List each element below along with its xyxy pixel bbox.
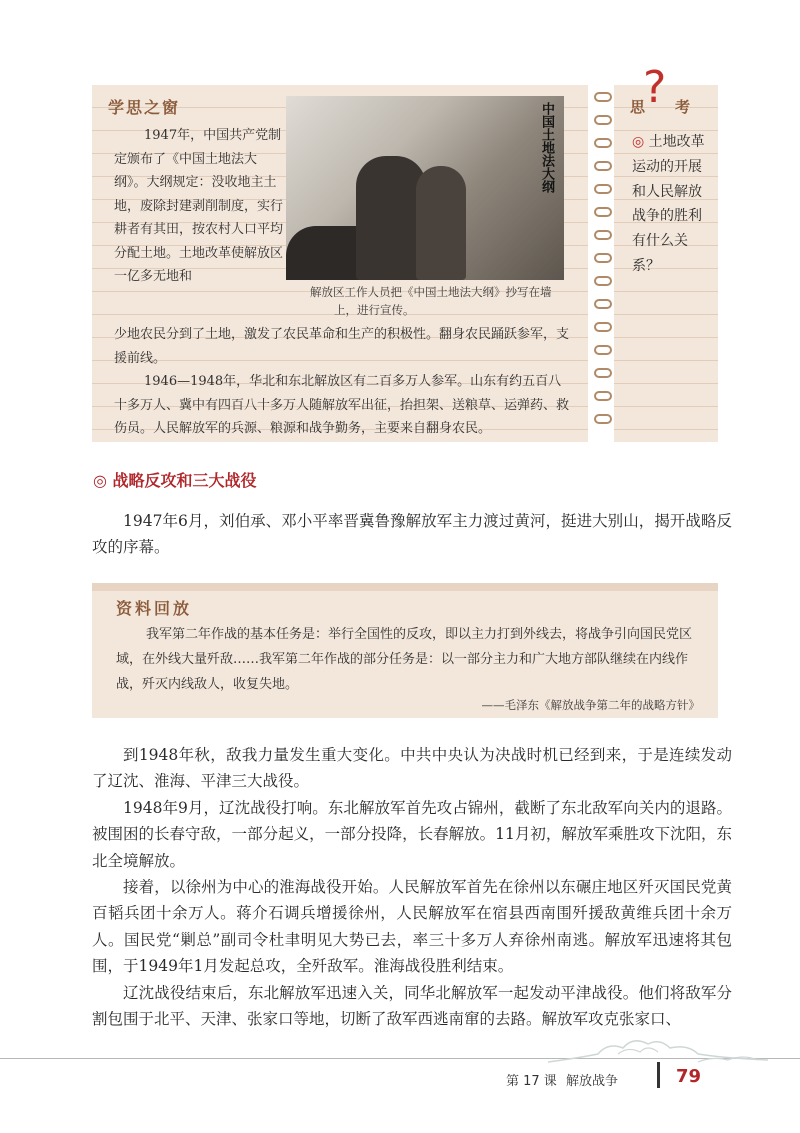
ring-icon — [594, 230, 612, 240]
cloud-ornament-icon — [548, 1032, 768, 1066]
ring-icon — [594, 414, 612, 424]
section-heading-text: 战略反攻和三大战役 — [112, 471, 257, 490]
ring-icon — [594, 368, 612, 378]
binder-rings — [594, 92, 612, 437]
ring-icon — [594, 184, 612, 194]
ring-icon — [594, 391, 612, 401]
section-bullet-icon: ◎ — [93, 471, 107, 490]
ring-icon — [594, 161, 612, 171]
ring-icon — [594, 115, 612, 125]
photo-sign-text: 中国土地法大纲 — [539, 102, 554, 193]
footer-separator — [657, 1062, 660, 1088]
study-window-body-para: 1946—1948年，华北和东北解放区有二百多万人参军。山东有约五百八十多万人、冀中有四百八十多万人随解放军出征，抬担架、送粮草、运弹药、救伤员。人民解放军的兵源、粮源和战争勤务，主要来自翻身农民。 — [114, 374, 570, 436]
land-law-photo — [286, 96, 564, 280]
body-paragraph: 接着，以徐州为中心的淮海战役开始。人民解放军首先在徐州以东碾庄地区歼灭国民党黄百韬兵团十余万人。蒋介石调兵增援徐州，人民解放军在宿县西南围歼援敌黄维兵团十余万人。国民党“剿总”副司令杜聿明见大势已去，率三十多万人弃徐州南逃。解放军迅速将其包围，于1949年1月发起总攻，全歼敌军。淮海战役胜利结束。 — [92, 878, 732, 976]
study-window-body — [114, 323, 574, 441]
think-bullet-icon: ◎ — [632, 134, 645, 150]
ring-icon — [594, 253, 612, 263]
study-window-intro: 1947年，中国共产党制定颁布了《中国土地法大纲》。大纲规定：没收地主土地，废除封建剥削制度，实行耕者有其田，按农村人口平均分配土地。土地改革使解放区一亿多无地和 — [114, 128, 284, 284]
ring-icon — [594, 207, 612, 217]
page-number: 79 — [676, 1066, 702, 1087]
body-paragraph: 1947年6月，刘伯承、邓小平率晋冀鲁豫解放军主力渡过黄河，挺进大别山，揭开战略反攻的序幕。 — [92, 512, 732, 557]
photo-caption: 解放区工作人员把《中国土地法大纲》抄写在墙上，进行宣传。 — [310, 285, 552, 317]
ring-icon — [594, 138, 612, 148]
question-mark-icon: ? — [643, 62, 667, 113]
ring-icon — [594, 276, 612, 286]
study-window-body-line: 少地农民分到了土地，激发了农民革命和生产的积极性。翻身农民踊跃参军，支援前线。 — [114, 327, 570, 366]
ring-icon — [594, 322, 612, 332]
body-paragraph: 辽沈战役结束后，东北解放军迅速入关，同华北解放军一起发动平津战役。他们将敌军分割包围于北平、天津、张家口等地，切断了敌军西逃南窜的去路。解放军攻克张家口、 — [92, 984, 732, 1029]
body-paragraph: 到1948年秋，敌我力量发生重大变化。中共中央认为决战时机已经到来，于是连续发动了辽沈、淮海、平津三大战役。 — [92, 746, 732, 791]
section-heading — [93, 468, 257, 491]
body-paragraph: 1948年9月，辽沈战役打响。东北解放军首先攻占锦州，截断了东北敌军向关内的退路。被围困的长春守敌，一部分起义，一部分投降，长春解放。11月初，解放军乘胜攻下沈阳，东北全境解放。 — [92, 799, 732, 870]
think-question — [632, 130, 712, 279]
review-top-bar — [92, 583, 718, 591]
think-question-text: 土地改革运动的开展和人民解放战争的胜利有什么关系？ — [632, 134, 705, 274]
ring-icon — [594, 345, 612, 355]
ring-icon — [594, 299, 612, 309]
review-source: ——毛泽东《解放战争第二年的战略方针》 — [481, 698, 700, 712]
review-title: 资料回放 — [116, 599, 193, 618]
footer-lesson-number: 第 17 课 — [506, 1074, 557, 1089]
ring-icon — [594, 92, 612, 102]
photo-figure-shape — [416, 166, 466, 280]
study-window-title: 学思之窗 — [108, 98, 181, 117]
footer-lesson-title: 解放战争 — [566, 1074, 619, 1089]
review-quote: 我军第二年作战的基本任务是：举行全国性的反攻，即以主力打到外线去，将战争引向国民党区域，在外线大量歼敌……我军第二年作战的部分任务是：以一部分主力和广大地方部队继续在内线作战，歼灭内线敌人，收复失地。 — [116, 627, 693, 692]
think-title: 思考 — [630, 98, 721, 116]
